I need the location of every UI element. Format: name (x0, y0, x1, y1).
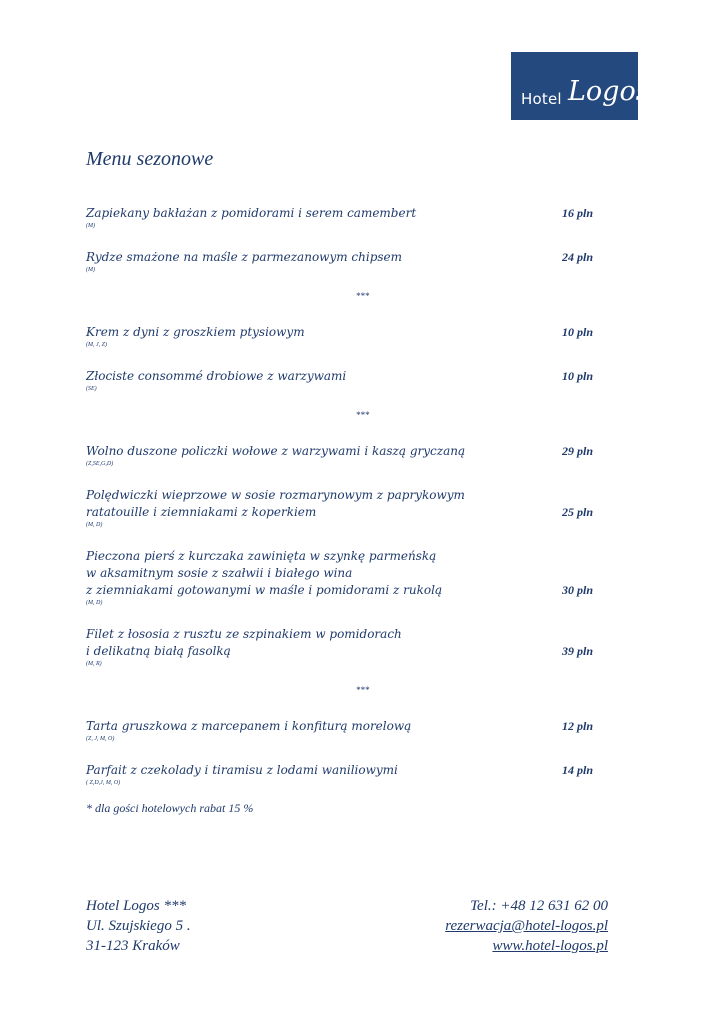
menu-item (86, 249, 606, 274)
menu-item (86, 324, 606, 349)
dish-price: 30 pln (561, 583, 593, 597)
dish-allergens: (Z,SE,G,D) (86, 461, 114, 467)
dish-name-line: i delikatną białą fasolką (86, 644, 231, 658)
menu-item (86, 718, 606, 743)
dish-name-line: Krem z dyni z groszkiem ptysiowym (86, 325, 305, 339)
dish-name-line: Złociste consommé drobiowe z warzywami (86, 369, 347, 383)
dish-price: 25 pln (561, 505, 593, 519)
footer-city: 31-123 Kraków (86, 938, 180, 954)
dish-name (86, 718, 546, 735)
menu-item (86, 762, 606, 787)
menu-item (86, 487, 606, 529)
dish-price: 10 pln (561, 325, 593, 339)
footer-hotel-name: Hotel Logos *** (86, 898, 187, 914)
dish-name (86, 487, 546, 521)
dish-name (86, 249, 546, 266)
dish-name (86, 368, 546, 385)
dish-name-line: Wolno duszone policzki wołowe z warzywami i kaszą gryczaną (86, 444, 466, 458)
hotel-logo (511, 52, 650, 120)
section-separator: *** (355, 410, 370, 420)
logo-hotel-text: Hotel (521, 90, 562, 108)
dish-allergens: (SE) (86, 386, 97, 392)
section-separator: *** (355, 685, 370, 695)
dish-allergens: (M, J, Z) (86, 342, 107, 348)
dish-price: 39 pln (561, 644, 593, 658)
dish-allergens: (M) (86, 223, 95, 229)
menu-item (86, 548, 606, 607)
dish-name-line: Zapiekany bakłażan z pomidorami i serem camembert (86, 206, 417, 220)
dish-name (86, 548, 546, 599)
dish-name-line: Filet z łososia z rusztu ze szpinakiem w pomidorach (86, 627, 402, 641)
dish-allergens: (M, R) (86, 661, 102, 667)
menu-item (86, 205, 606, 230)
dish-name-line: ratatouille i ziemniakami z koperkiem (86, 505, 317, 519)
dish-price: 12 pln (561, 719, 593, 733)
dish-name-line: Tarta gruszkowa z marcepanem i konfiturą morelową (86, 719, 412, 733)
menu-list (86, 205, 606, 787)
dish-allergens: (M) (86, 267, 95, 273)
page-title: Menu sezonowe (86, 148, 214, 170)
dish-name-line: w aksamitnym sosie z szałwii i białego wina (86, 566, 353, 580)
dish-name-line: Rydze smażone na maśle z parmezanowym chipsem (86, 250, 403, 264)
footer-contact (445, 896, 608, 956)
dish-price: 16 pln (561, 206, 593, 220)
menu-item (86, 368, 606, 393)
dish-allergens: (Z, J, M, O) (86, 736, 115, 742)
section-separator: *** (355, 291, 370, 301)
guest-discount-note: * dla gości hotelowych rabat 15 % (86, 801, 254, 815)
menu-item (86, 443, 606, 468)
dish-name (86, 443, 546, 460)
dish-name-line: z ziemniakami gotowanymi w maśle i pomidorami z rukolą (86, 583, 443, 597)
dish-price: 10 pln (561, 369, 593, 383)
dish-name (86, 626, 546, 660)
dish-allergens: ( Z,D,J, M, O) (86, 780, 121, 786)
dish-price: 14 pln (561, 763, 593, 777)
dish-allergens: (M, D) (86, 600, 103, 606)
footer-email-link[interactable]: rezerwacja@hotel-logos.pl (445, 918, 608, 934)
dish-name-line: Polędwiczki wieprzowe w sosie rozmarynowym z paprykowym (86, 488, 465, 502)
dish-name-line: Pieczona pierś z kurczaka zawinięta w szynkę parmeńską (86, 549, 437, 563)
menu-item (86, 626, 606, 668)
dish-price: 29 pln (561, 444, 593, 458)
footer-address (86, 896, 191, 956)
dish-name (86, 324, 546, 341)
footer-phone: Tel.: +48 12 631 62 00 (470, 898, 608, 914)
dish-allergens: (M, D) (86, 522, 103, 528)
logo-brand-text: Logos (568, 76, 650, 107)
dish-name (86, 205, 546, 222)
footer-website-link[interactable]: www.hotel-logos.pl (492, 938, 608, 954)
footer-street: Ul. Szujskiego 5 . (86, 918, 191, 934)
dish-name-line: Parfait z czekolady i tiramisu z lodami waniliowymi (86, 763, 398, 777)
dish-name (86, 762, 546, 779)
dish-price: 24 pln (561, 250, 593, 264)
